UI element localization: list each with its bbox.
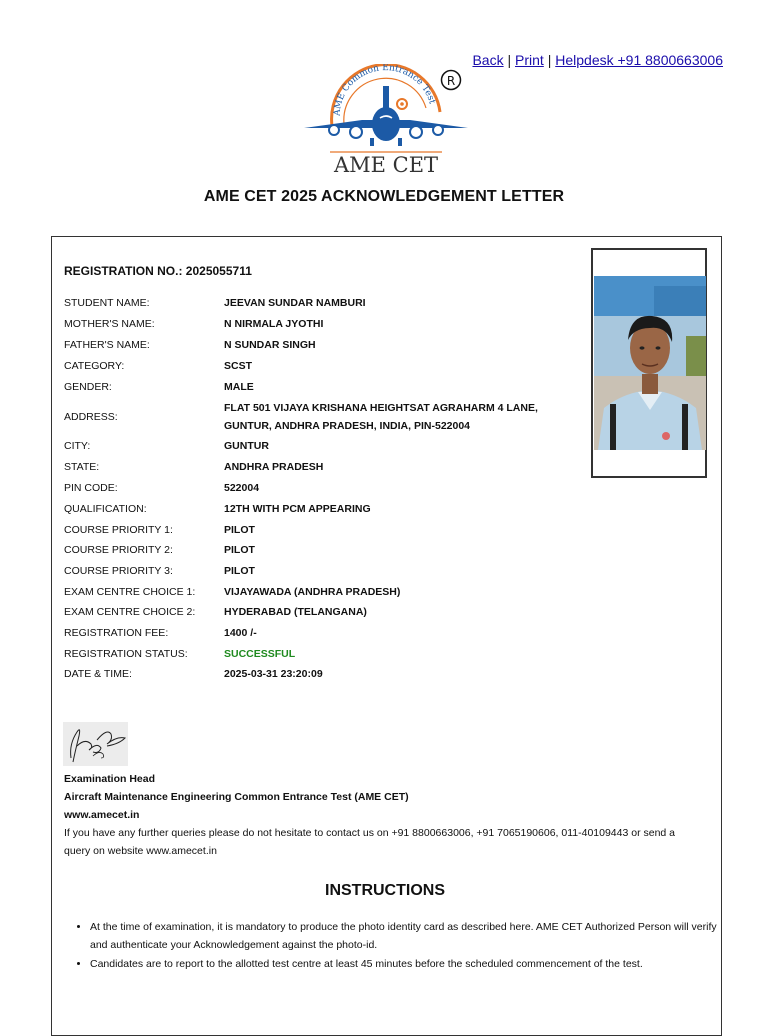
registration-value: 2025055711 xyxy=(185,264,252,278)
contact-text: If you have any further queries please do not hesitate to contact us on +91 8800663006, +91 7065190606, 011-40109443 or send a query on website www.amecet.in xyxy=(64,827,676,857)
field-label: PIN CODE: xyxy=(64,482,118,494)
field-value: PILOT xyxy=(224,524,255,536)
field-label: STATE: xyxy=(64,461,100,473)
registration-status-value: SUCCESSFUL xyxy=(224,648,296,660)
link-separator: | xyxy=(543,52,556,68)
print-link[interactable]: Print xyxy=(515,52,544,68)
field-value: PILOT xyxy=(224,565,255,577)
instructions-title: INSTRUCTIONS xyxy=(325,882,445,899)
field-value: 1400 /- xyxy=(224,627,257,639)
signatory-organization: Aircraft Maintenance Engineering Common Entrance Test (AME CET) xyxy=(64,791,409,803)
top-links xyxy=(472,52,723,68)
field-label: EXAM CENTRE CHOICE 2: xyxy=(64,606,196,618)
field-label: COURSE PRIORITY 2: xyxy=(64,544,173,556)
field-label: REGISTRATION FEE: xyxy=(64,627,169,639)
field-label: ADDRESS: xyxy=(64,411,118,423)
registration-number xyxy=(64,264,252,278)
student-photo xyxy=(594,276,706,450)
field-value: 2025-03-31 23:20:09 xyxy=(224,668,323,680)
field-label: EXAM CENTRE CHOICE 1: xyxy=(64,586,196,598)
signature-image xyxy=(63,722,128,766)
field-value: HYDERABAD (TELANGANA) xyxy=(224,606,367,618)
field-label: DATE & TIME: xyxy=(64,668,132,680)
field-value: N SUNDAR SINGH xyxy=(224,339,316,351)
field-label: GENDER: xyxy=(64,381,112,393)
field-label: COURSE PRIORITY 1: xyxy=(64,524,173,536)
field-label: MOTHER'S NAME: xyxy=(64,318,155,330)
page-title: AME CET 2025 ACKNOWLEDGEMENT LETTER xyxy=(203,188,565,205)
field-value: 12TH WITH PCM APPEARING xyxy=(224,503,371,515)
instruction-item: • Candidates are to report to the allotted test centre at least 45 minutes before the scheduled commencement of the test. xyxy=(90,955,730,973)
field-value: 522004 xyxy=(224,482,260,494)
field-value: VIJAYAWADA (ANDHRA PRADESH) xyxy=(224,586,401,598)
website-text: www.amecet.in xyxy=(64,809,140,821)
registered-mark-icon: R xyxy=(446,74,456,88)
instruction-item: • At the time of examination, it is mandatory to produce the photo identity card as described here. AME CET Authorized Person will verify and authenticate your Acknowledgement against the photo-id. xyxy=(90,918,730,954)
ame-cet-logo xyxy=(300,64,472,178)
helpdesk-link[interactable]: Helpdesk +91 8800663006 xyxy=(555,52,723,68)
logo-arc-text: AME Common Entrance Test xyxy=(332,64,437,117)
field-value: PILOT xyxy=(224,544,255,556)
link-separator: | xyxy=(503,52,516,68)
back-link[interactable]: Back xyxy=(472,52,504,68)
signatory-role: Examination Head xyxy=(64,773,156,785)
field-label: STUDENT NAME: xyxy=(64,297,150,309)
field-value: SCST xyxy=(224,360,253,372)
field-label: CATEGORY: xyxy=(64,360,125,372)
field-label: CITY: xyxy=(64,440,91,452)
field-value: JEEVAN SUNDAR NAMBURI xyxy=(224,297,366,309)
field-label: REGISTRATION STATUS: xyxy=(64,648,188,660)
registration-label: REGISTRATION NO.: xyxy=(64,264,183,278)
field-value: MALE xyxy=(224,381,254,393)
field-value: N NIRMALA JYOTHI xyxy=(224,318,324,330)
field-value: GUNTUR xyxy=(224,440,269,452)
logo-name: AME CET xyxy=(333,153,439,177)
field-label: QUALIFICATION: xyxy=(64,503,147,515)
field-value: ANDHRA PRADESH xyxy=(224,461,324,473)
field-label: COURSE PRIORITY 3: xyxy=(64,565,173,577)
field-label: FATHER'S NAME: xyxy=(64,339,150,351)
signature-icon xyxy=(63,722,128,766)
airplane-logo-icon xyxy=(300,64,472,178)
photo-frame xyxy=(591,248,707,478)
instructions-list xyxy=(72,918,730,974)
field-value: FLAT 501 VIJAYA KRISHANA HEIGHTSAT AGRAHARM 4 LANE, GUNTUR, ANDHRA PRADESH, INDIA, PIN-522004 xyxy=(224,402,538,432)
